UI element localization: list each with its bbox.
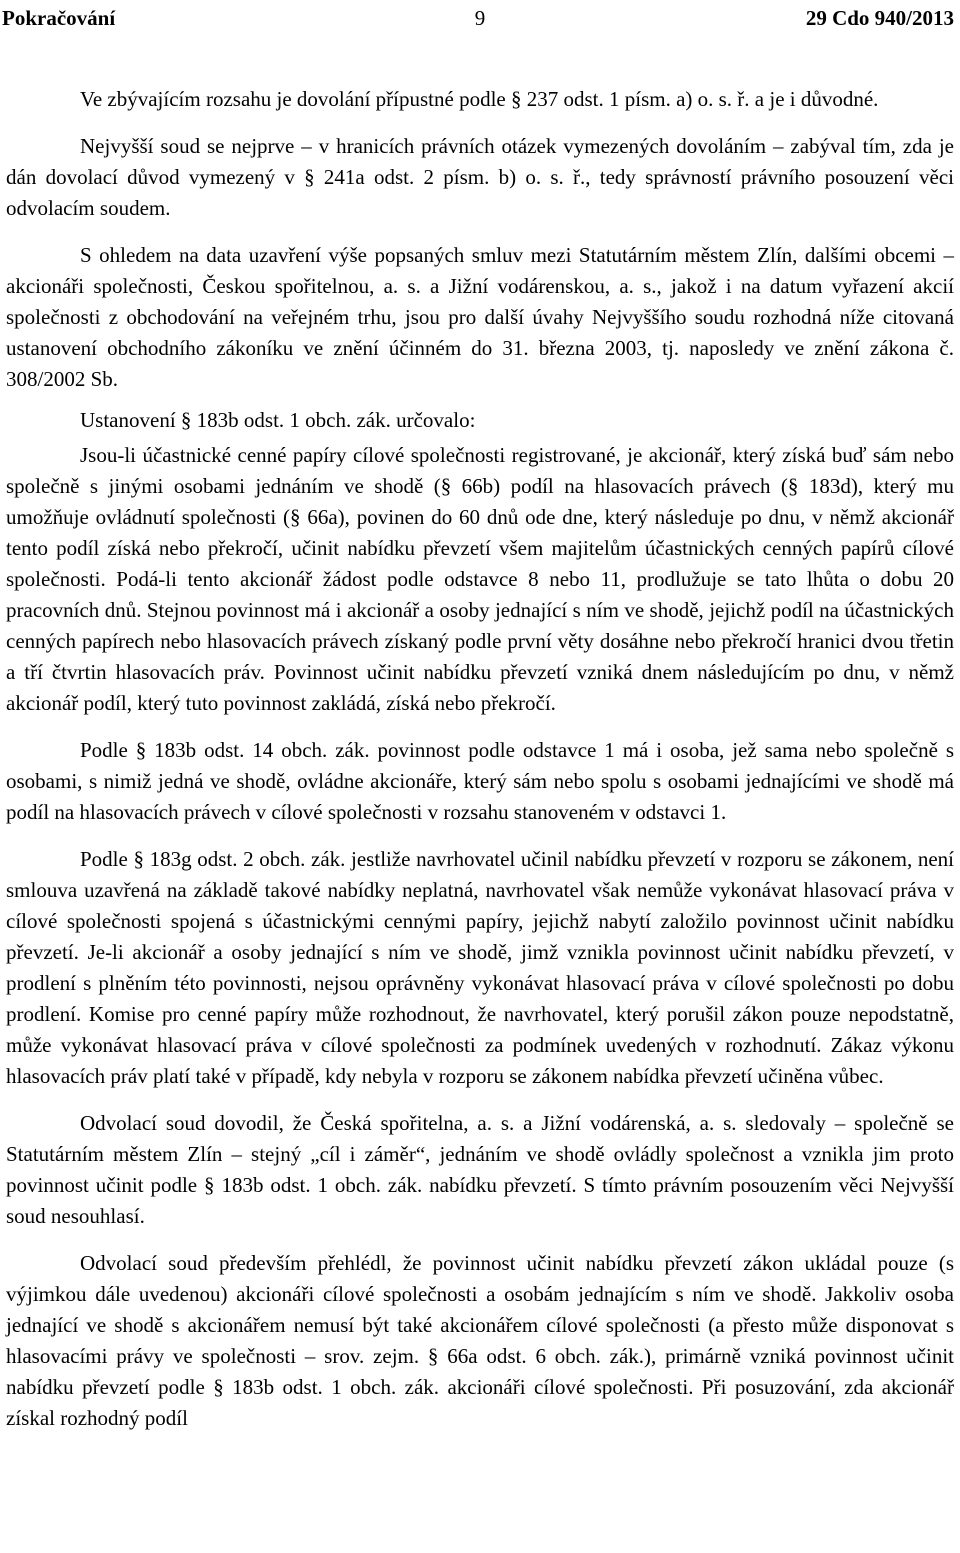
page-number: 9 <box>474 6 486 30</box>
page-header <box>0 0 960 40</box>
document-body <box>6 84 954 1450</box>
case-number: 29 Cdo 940/2013 <box>805 6 954 30</box>
header-continuation-label: Pokračování <box>2 6 116 30</box>
paragraph: Podle § 183g odst. 2 obch. zák. jestliže navrhovatel učinil nabídku převzetí v rozporu se zákonem, není smlouva uzavřená na základě takové nabídky neplatná, navrhovatel však nemůže vykonávat hlasovací práva v cílové společnosti spojená s účastnickými cennými papíry, jejichž nabytí založilo povinnost učinit nabídku převzetí. Je-li akcionář a osoby jednající s ním ve shodě, jimž vznikla povinnost učinit nabídku převzetí, v prodlení s plněním této povinnosti, nejsou oprávněny vykonávat hlasovací práva v cílové společnosti po dobu prodlení. Komise pro cenné papíry může rozhodnout, že navrhovatel, který porušil zákon pouze nepodstatně, může vykonávat hlasovací práva v cílové společnosti za podmínek uvedených v rozhodnutí. Zákaz výkonu hlasovacích práv platí také v případě, kdy nebyla v rozporu se zákonem nabídka převzetí učiněna vůbec. <box>6 847 954 1088</box>
paragraph: Ve zbývajícím rozsahu je dovolání přípustné podle § 237 odst. 1 písm. a) o. s. ř. a je i důvodné. <box>80 87 879 111</box>
paragraph: Odvolací soud především přehlédl, že povinnost učinit nabídku převzetí zákon ukládal pouze (s výjimkou dále uvedenou) akcionáři cílové společnosti a osobám jednajícím s ním ve shodě. Jakkoliv osoba jednající ve shodě s akcionářem nemusí být také akcionářem cílové společnosti (a přesto může disponovat s hlasovacími právy ve společnosti – srov. zejm. § 66a odst. 6 obch. zák.), primárně vzniká povinnost učinit nabídku převzetí podle § 183b odst. 1 obch. zák. akcionáři cílové společnosti. Při posuzování, zda akcionář získal rozhodný podíl <box>6 1251 954 1430</box>
paragraph: Nejvyšší soud se nejprve – v hranicích právních otázek vymezených dovoláním – zabýval tím, zda je dán dovolací důvod vymezený v § 241a odst. 2 písm. b) o. s. ř., tedy správností právního posouzení věci odvolacím soudem. <box>6 134 954 220</box>
paragraph: Odvolací soud dovodil, že Česká spořitelna, a. s. a Jižní vodárenská, a. s. sledovaly – společně se Statutárním městem Zlín – stejný „cíl i záměr“, jednáním ve shodě ovládly společnost a vznikla jim proto povinnost učinit podle § 183b odst. 1 obch. zák. nabídku převzetí. S tímto právním posouzením věci Nejvyšší soud nesouhlasí. <box>6 1111 954 1228</box>
quoted-provision: Jsou-li účastnické cenné papíry cílové společnosti registrované, je akcionář, který získá buď sám nebo společně s jinými osobami jednáním ve shodě (§ 66b) podíl na hlasovacích právech (§ 183d), který mu umožňuje ovládnutí společnosti (§ 66a), povinen do 60 dnů ode dne, který následuje po dnu, v němž akcionář tento podíl získá nebo překročí, učinit nabídku převzetí všem majitelům účastnických cenných papírů cílové společnosti. Podá-li tento akcionář žádost podle odstavce 8 nebo 11, prodlužuje se tato lhůta o dobu 20 pracovních dnů. Stejnou povinnost má i akcionář a osoby jednající s ním ve shodě, jejichž podíl na účastnických cenných papírech nebo hlasovacích právech získaný podle první věty dosáhne nebo překročí hranici dvou třetin a tří čtvrtin hlasovacích práv. Povinnost učinit nabídku převzetí vzniká dnem následujícím po dnu, v němž akcionář podíl, který tuto povinnost zakládá, získá nebo překročí. <box>6 443 954 715</box>
paragraph: Ustanovení § 183b odst. 1 obch. zák. určovalo: <box>80 408 476 432</box>
paragraph: Podle § 183b odst. 14 obch. zák. povinnost podle odstavce 1 má i osoba, jež sama nebo společně s osobami, s nimiž jedná ve shodě, ovládne akcionáře, který sám nebo spolu s osobami jednajícími ve shodě má podíl na hlasovacích právech v cílové společnosti v rozsahu stanoveném v odstavci 1. <box>6 738 954 824</box>
paragraph: S ohledem na data uzavření výše popsaných smluv mezi Statutárním městem Zlín, dalšími obcemi – akcionáři společnosti, Českou spořitelnou, a. s. a Jižní vodárenskou, a. s., jakož i na datum vyřazení akcií společnosti z obchodování na veřejném trhu, jsou pro další úvahy Nejvyššího soudu rozhodná níže citovaná ustanovení obchodního zákoníku ve znění účinném do 31. března 2003, tj. naposledy ve znění zákona č. 308/2002 Sb. <box>6 243 954 391</box>
